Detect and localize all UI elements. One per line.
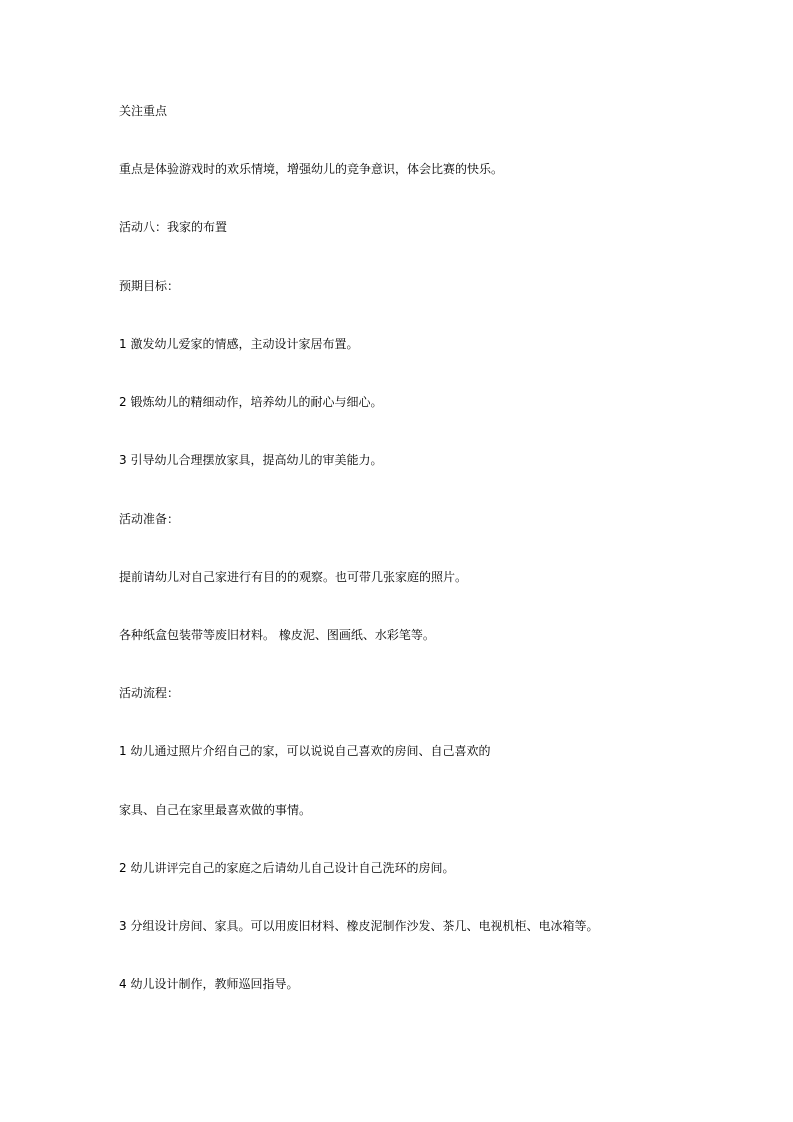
preparation-item-1: 提前请幼儿对自己家进行有目的的观察。也可带几张家庭的照片。 <box>119 570 468 584</box>
goal-item-2: 2 锻炼幼儿的精细动作，培养幼儿的耐心与细心。 <box>119 395 383 409</box>
paragraph-focus-text: 重点是体验游戏时的欢乐情境，增强幼儿的竞争意识，体会比赛的快乐。 <box>119 162 504 176</box>
section-heading-process: 活动流程： <box>119 686 180 700</box>
section-heading-preparation: 活动准备： <box>119 512 180 526</box>
goal-item-3: 3 引导幼儿合理摆放家具，提高幼儿的审美能力。 <box>119 453 383 467</box>
preparation-item-2: 各种纸盒包装带等废旧材料。 橡皮泥、图画纸、水彩笔等。 <box>119 628 435 642</box>
goal-item-1: 1 激发幼儿爱家的情感，主动设计家居布置。 <box>119 337 359 351</box>
activity-title: 活动八：我家的布置 <box>119 220 228 234</box>
process-item-3: 3 分组设计房间、家具。可以用废旧材料、橡皮泥制作沙发、茶几、电视机柜、电冰箱等。 <box>119 919 599 933</box>
process-item-1: 1 幼儿通过照片介绍自己的家，可以说说自己喜欢的房间、自己喜欢的 <box>119 744 491 758</box>
process-item-1-continued: 家具、自己在家里最喜欢做的事情。 <box>119 803 312 817</box>
section-heading-goals: 预期目标： <box>119 279 180 293</box>
process-item-4: 4 幼儿设计制作，教师巡回指导。 <box>119 977 299 991</box>
process-item-2: 2 幼儿讲评完自己的家庭之后请幼儿自己设计自己洗环的房间。 <box>119 861 455 875</box>
section-heading-focus: 关注重点 <box>119 104 168 118</box>
